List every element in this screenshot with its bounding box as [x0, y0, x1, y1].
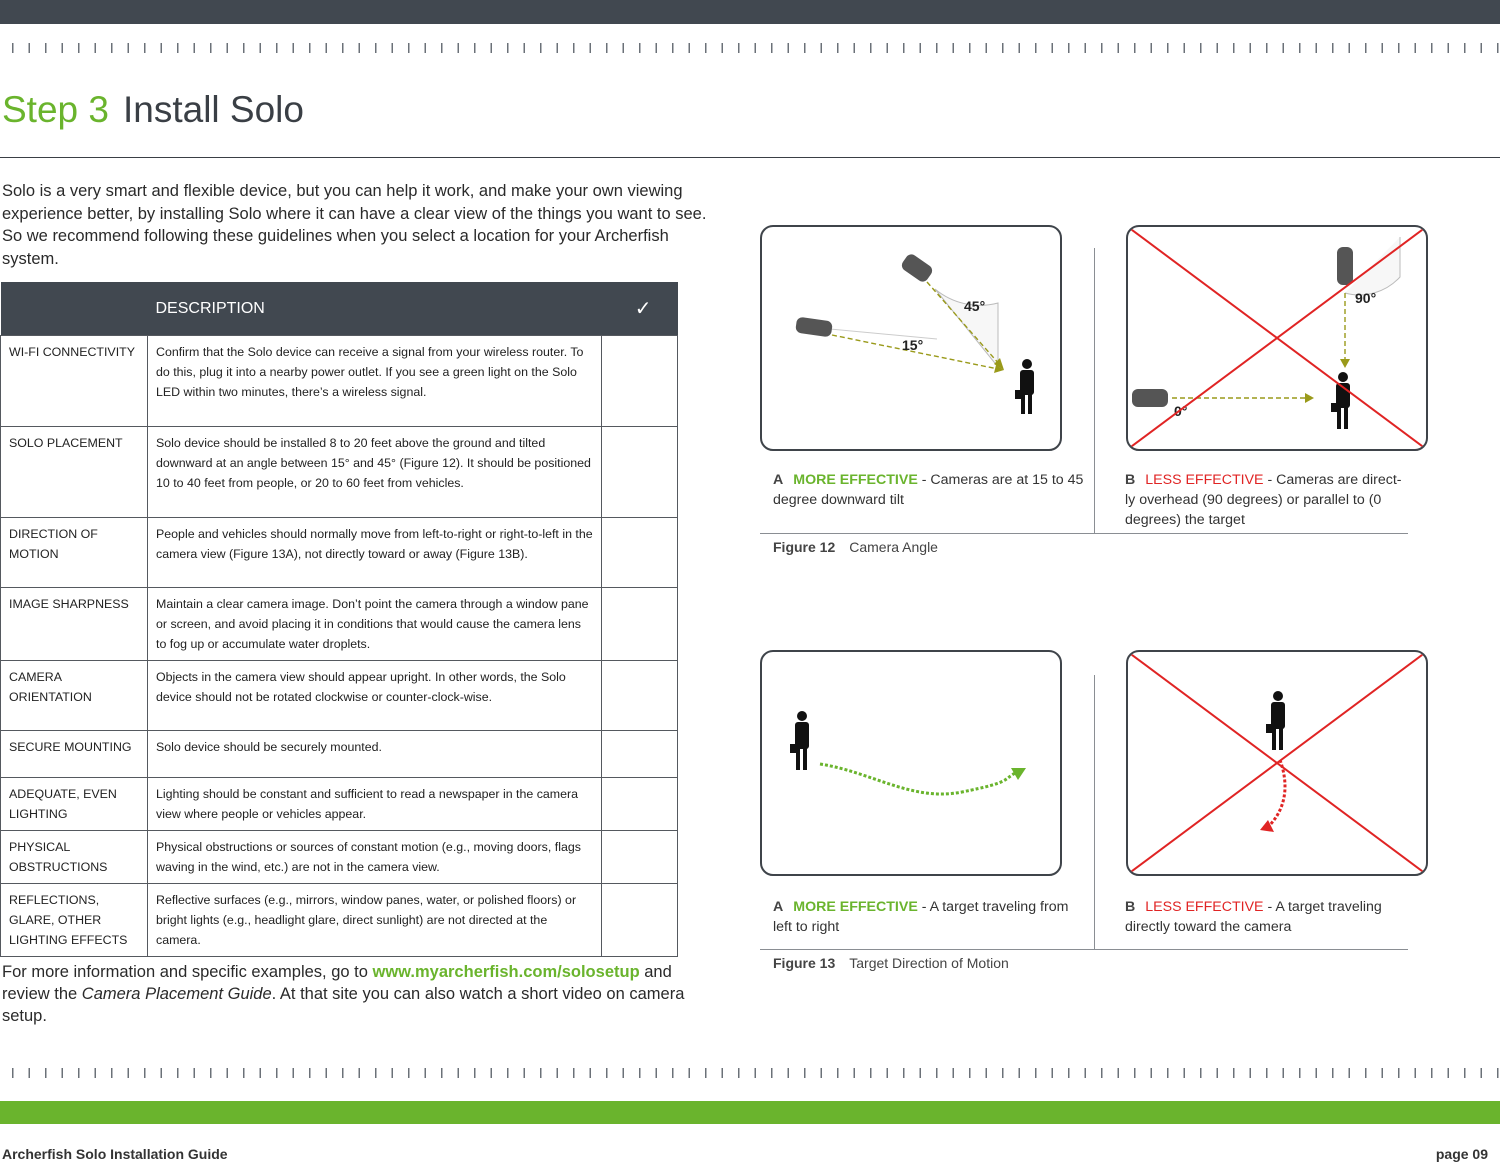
angle-label-90: 90°: [1355, 290, 1377, 306]
caption-text: - A target traveling directly toward the camera: [1125, 899, 1382, 935]
figure12a-panel: [760, 225, 1062, 451]
angle-label-0: 0°: [1174, 403, 1188, 419]
figure-number: Figure 13: [773, 955, 836, 971]
motion-path: [1268, 760, 1285, 827]
row-description: Solo device should be installed 8 to 20 feet above the ground and tilted downward at an angle between 15° and 45° (Figure 12). It should be positioned 10 to 40 feet from people, or 20 to 60 feet from vehicles.: [148, 427, 602, 518]
row-description: Physical obstructions or sources of constant motion (e.g., moving doors, flags waving in the wind, etc.) are not in the camera view.: [148, 831, 602, 884]
figure13-divider: [1094, 675, 1095, 950]
figure13b-caption: [1125, 897, 1405, 937]
table-row: [1, 661, 678, 731]
camera-icon: [1132, 389, 1168, 407]
caption-tag-bad: LESS EFFECTIVE: [1145, 899, 1264, 915]
caption-text: - Cameras are at 15 to 45 degree downward tilt: [773, 472, 1084, 508]
tick-rule-top: [0, 43, 1500, 53]
angle-label-45: 45°: [964, 298, 986, 314]
motion-path: [820, 764, 1017, 794]
caption-tag-good: MORE EFFECTIVE: [793, 472, 918, 488]
table-header-row: [1, 282, 678, 336]
figure12-divider: [1094, 248, 1095, 533]
figure-title: Target Direction of Motion: [849, 955, 1009, 971]
outro-paragraph: [2, 961, 702, 1027]
row-check-box[interactable]: [602, 661, 678, 731]
camera-icon: [795, 317, 833, 338]
row-check-box[interactable]: [602, 336, 678, 427]
person-icon: [790, 711, 809, 770]
row-check-box[interactable]: [602, 731, 678, 778]
caption-text: - A target traveling from left to right: [773, 899, 1069, 935]
person-icon: [1266, 691, 1285, 750]
figure13-rule: [760, 949, 1408, 950]
row-category: WI-FI CONNECTIVITY: [1, 336, 148, 427]
row-description: Lighting should be constant and sufficient to read a newspaper in the camera view where people or vehicles appear.: [148, 778, 602, 831]
row-category: CAMERA ORIENTATION: [1, 661, 148, 731]
motion-good-illustration: [762, 652, 1060, 874]
row-description: Confirm that the Solo device can receive a signal from your wireless router. To do this, plug it into a nearby power outlet. If you see a green light on the Solo LED within two minutes, there’s a wireless signal.: [148, 336, 602, 427]
table-header-empty: [1, 282, 148, 336]
caption-letter: B: [1125, 472, 1136, 488]
caption-tag-bad: LESS EFFECTIVE: [1145, 472, 1264, 488]
page-title: [2, 86, 304, 134]
top-bar: [0, 0, 1500, 24]
caption-tag-good: MORE EFFECTIVE: [793, 899, 918, 915]
intro-paragraph: Solo is a very smart and flexible device, but you can help it work, and make your own viewing experience better, by installing Solo where it can have a clear view of the things you want to see. So we recommend following these guidelines when you select a location for your Archerfish system.: [2, 182, 707, 268]
row-description: Reflective surfaces (e.g., mirrors, window panes, water, or polished floors) or bright lights (e.g., headlight glare, direct sunlight) are not directed at the camera.: [148, 884, 602, 957]
page-number: page 09: [1435, 1146, 1488, 1162]
figure13-label: [773, 955, 1009, 971]
title-divider: [0, 157, 1500, 158]
figure12-rule: [760, 533, 1408, 534]
row-category: PHYSICAL OBSTRUCTIONS: [1, 831, 148, 884]
row-category: SOLO PLACEMENT: [1, 427, 148, 518]
table-row: [1, 427, 678, 518]
outro-text-2: and review the: [2, 963, 672, 1003]
row-check-box[interactable]: [602, 427, 678, 518]
row-description: Objects in the camera view should appear upright. In other words, the Solo device should not be rotated clockwise or counter-clock-wise.: [148, 661, 602, 731]
table-row: [1, 778, 678, 831]
caption-text: - Cameras are direct-ly overhead (90 degrees) or parallel to (0 degrees) the target: [1125, 472, 1402, 528]
row-category: DIRECTION OF MOTION: [1, 518, 148, 588]
guide-title: Camera Placement Guide: [81, 985, 272, 1003]
row-description: Maintain a clear camera image. Don’t point the camera through a window pane or screen, and avoid placing it in conditions that would cause the camera lens to fog up or accumulate water droplets.: [148, 588, 602, 661]
table-row: [1, 731, 678, 778]
table-row: [1, 336, 678, 427]
person-icon: [1015, 359, 1034, 414]
figure12b-panel: [1126, 225, 1428, 451]
angle-label-15: 15°: [902, 337, 924, 353]
table-row: [1, 588, 678, 661]
motion-bad-illustration: [1128, 652, 1426, 874]
row-category: ADEQUATE, EVEN LIGHTING: [1, 778, 148, 831]
tick-rule-bottom: [0, 1068, 1500, 1078]
row-category: IMAGE SHARPNESS: [1, 588, 148, 661]
row-category: SECURE MOUNTING: [1, 731, 148, 778]
row-check-box[interactable]: [602, 884, 678, 957]
row-category: REFLECTIONS, GLARE, OTHER LIGHTING EFFECTS: [1, 884, 148, 957]
figure12-label: [773, 539, 938, 555]
figure-title: Camera Angle: [849, 539, 938, 555]
guidelines-table: [0, 282, 678, 957]
camera-icon: [1337, 247, 1353, 285]
table-row: [1, 518, 678, 588]
figure12b-caption: [1125, 470, 1405, 530]
outro-text-1: For more information and specific examples, go to: [2, 963, 373, 981]
figure13b-panel: [1126, 650, 1428, 876]
figure13a-panel: [760, 650, 1062, 876]
caption-letter: A: [773, 472, 784, 488]
row-check-box[interactable]: [602, 831, 678, 884]
check-icon: ✓: [602, 282, 678, 336]
camera-angle-good-illustration: [762, 227, 1060, 449]
row-check-box[interactable]: [602, 518, 678, 588]
footer-green-bar: [0, 1101, 1500, 1124]
table-header-description: DESCRIPTION: [148, 282, 602, 336]
table-row: [1, 831, 678, 884]
row-check-box[interactable]: [602, 588, 678, 661]
figure13a-caption: [773, 897, 1089, 937]
outro-text-3: . At that site you can also watch a short video on camera setup.: [2, 985, 685, 1025]
setup-link[interactable]: www.myarcherfish.com/solosetup: [372, 963, 640, 981]
footer-guide-title: Archerfish Solo Installation Guide: [2, 1146, 228, 1162]
caption-letter: B: [1125, 899, 1136, 915]
table-row: [1, 884, 678, 957]
figure12a-caption: [773, 470, 1089, 510]
step-label: Step 3: [2, 89, 109, 130]
figure-number: Figure 12: [773, 539, 836, 555]
step-title: Install Solo: [122, 89, 304, 130]
row-description: Solo device should be securely mounted.: [148, 731, 602, 778]
camera-angle-bad-illustration: [1128, 227, 1426, 449]
caption-letter: A: [773, 899, 784, 915]
camera-icon: [900, 252, 935, 284]
row-description: People and vehicles should normally move from left-to-right or right-to-left in the camera view (Figure 13A), not directly toward or away (Figure 13B).: [148, 518, 602, 588]
row-check-box[interactable]: [602, 778, 678, 831]
